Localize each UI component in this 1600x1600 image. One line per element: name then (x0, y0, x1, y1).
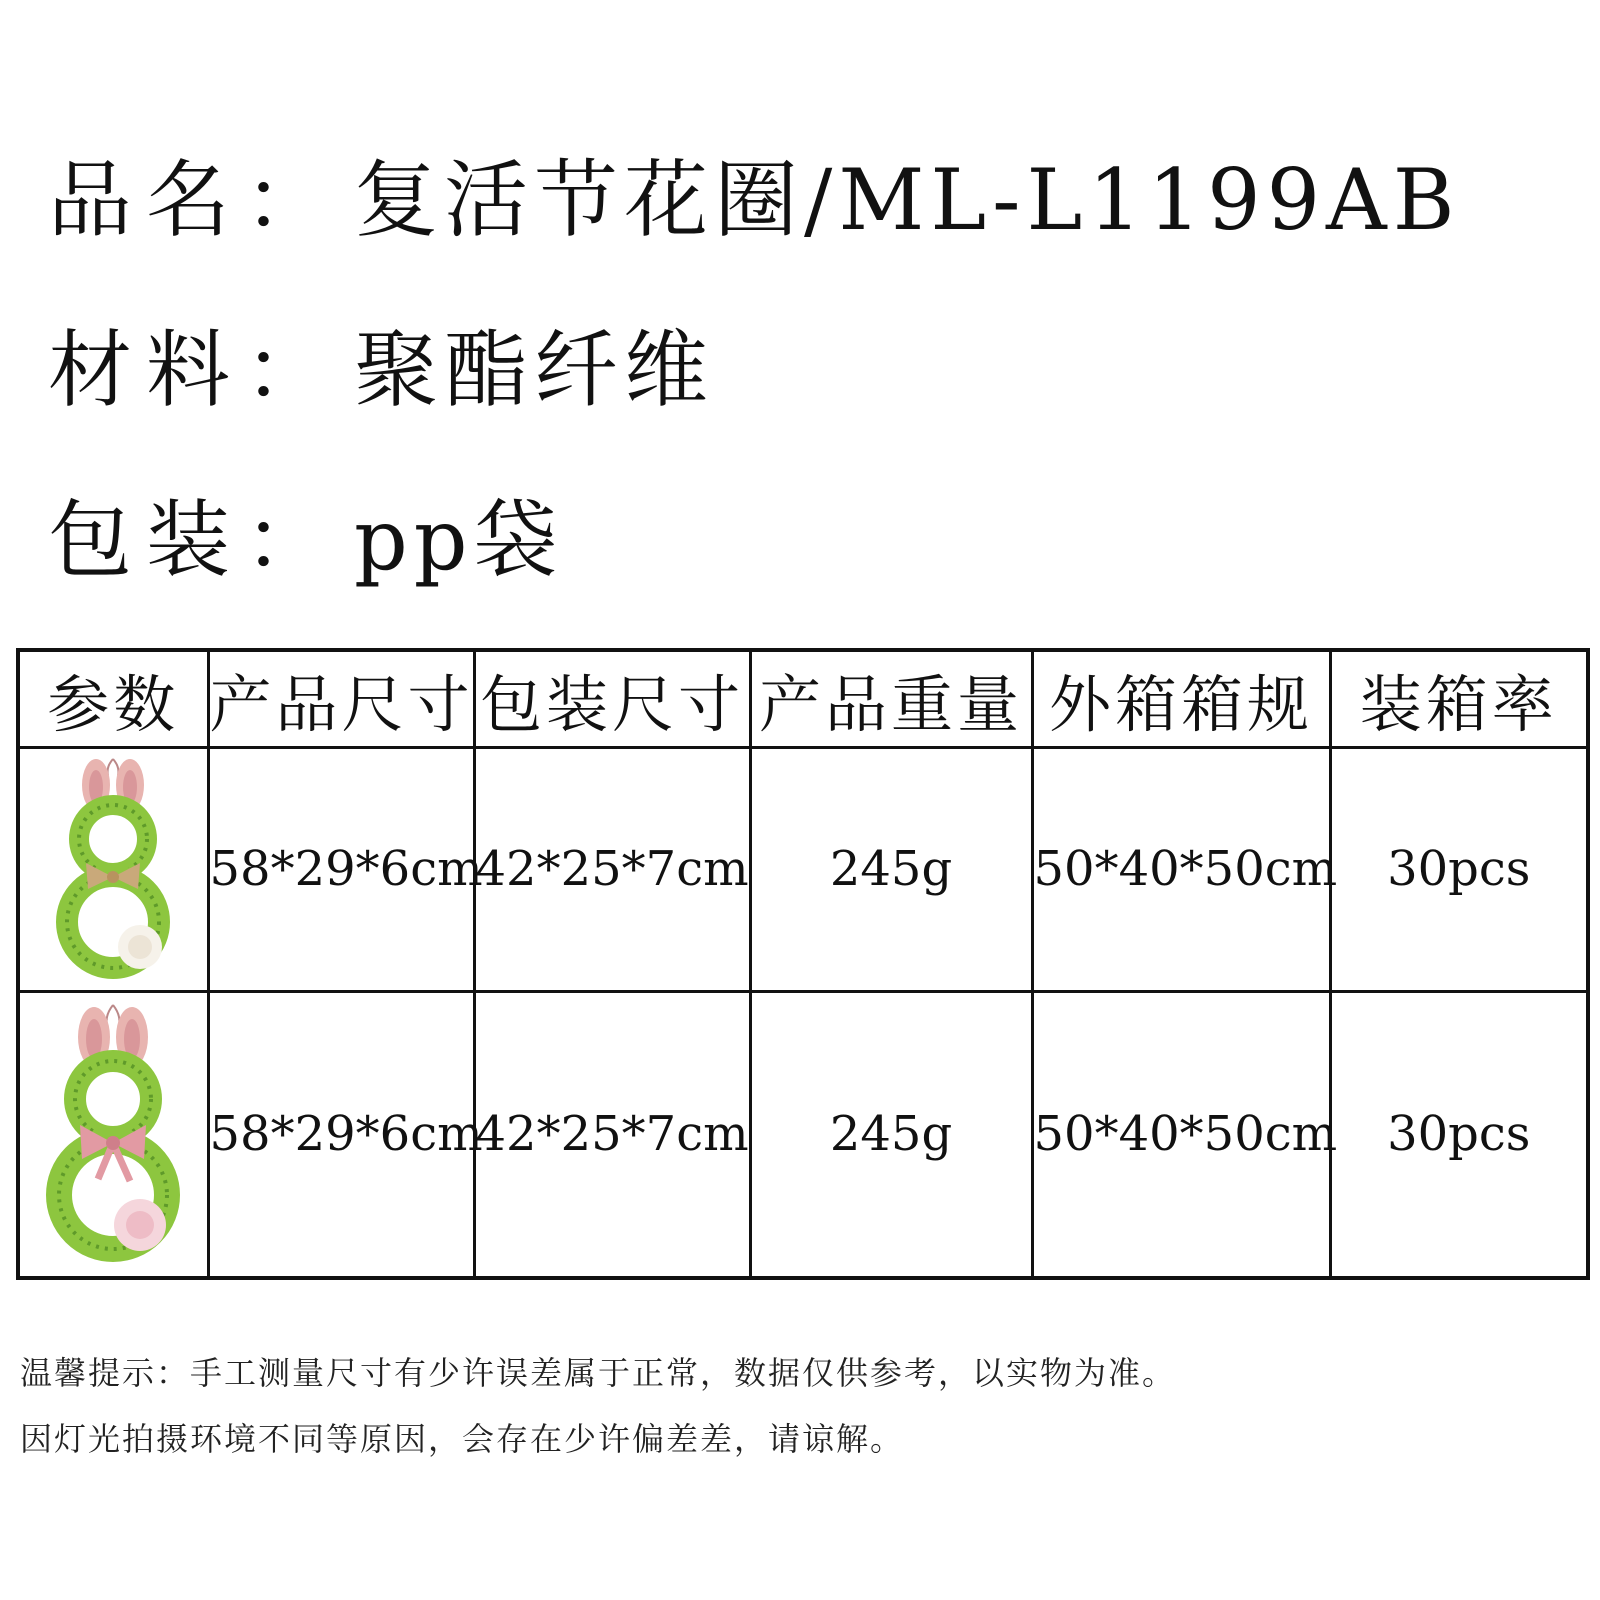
lighting-note: 因灯光拍摄环境不同等原因，会存在少许偏差差，请谅解。 (20, 1420, 905, 1458)
packing-rate-cell: 30pcs (1330, 748, 1588, 992)
product-name-label: 品名： (48, 151, 343, 249)
reminder-note: 温馨提示：手工测量尺寸有少许误差属于正常，数据仅供参考，以实物为准。 (20, 1354, 1177, 1392)
carton-size-cell: 50*40*50cm (1032, 991, 1330, 1278)
package-size-cell: 42*25*7cm (474, 748, 750, 992)
material-line (48, 320, 714, 420)
table-header-row (18, 650, 1588, 748)
product-size-cell: 58*29*6cm (208, 991, 474, 1278)
material-value: 聚酯纤维 (354, 321, 715, 419)
carton-size-cell: 50*40*50cm (1032, 748, 1330, 992)
spec-table (16, 648, 1590, 1280)
product-name-line (48, 150, 1460, 250)
product-size-cell: 58*29*6cm (208, 748, 474, 992)
header-carton-size: 外箱箱规 (1032, 650, 1330, 748)
packaging-line (48, 490, 564, 590)
header-package-size: 包装尺寸 (474, 650, 750, 748)
packaging-value: pp袋 (354, 491, 564, 589)
bunny-wreath-pink-bow-icon (38, 1003, 188, 1265)
package-size-cell: 42*25*7cm (474, 991, 750, 1278)
table-row (18, 991, 1588, 1278)
header-product-size: 产品尺寸 (208, 650, 474, 748)
header-product-weight: 产品重量 (750, 650, 1032, 748)
weight-cell: 245g (750, 748, 1032, 992)
packaging-label: 包装： (48, 491, 343, 589)
product-name-value: 复活节花圈/ML-L1199AB (354, 151, 1461, 249)
bunny-wreath-beige-bow-icon (48, 757, 178, 982)
material-label: 材料： (48, 321, 343, 419)
product-image-cell (18, 991, 208, 1278)
packing-rate-cell: 30pcs (1330, 991, 1588, 1278)
table-row (18, 748, 1588, 992)
weight-cell: 245g (750, 991, 1032, 1278)
product-image-cell (18, 748, 208, 992)
header-parameter: 参数 (18, 650, 208, 748)
header-packing-rate: 装箱率 (1330, 650, 1588, 748)
